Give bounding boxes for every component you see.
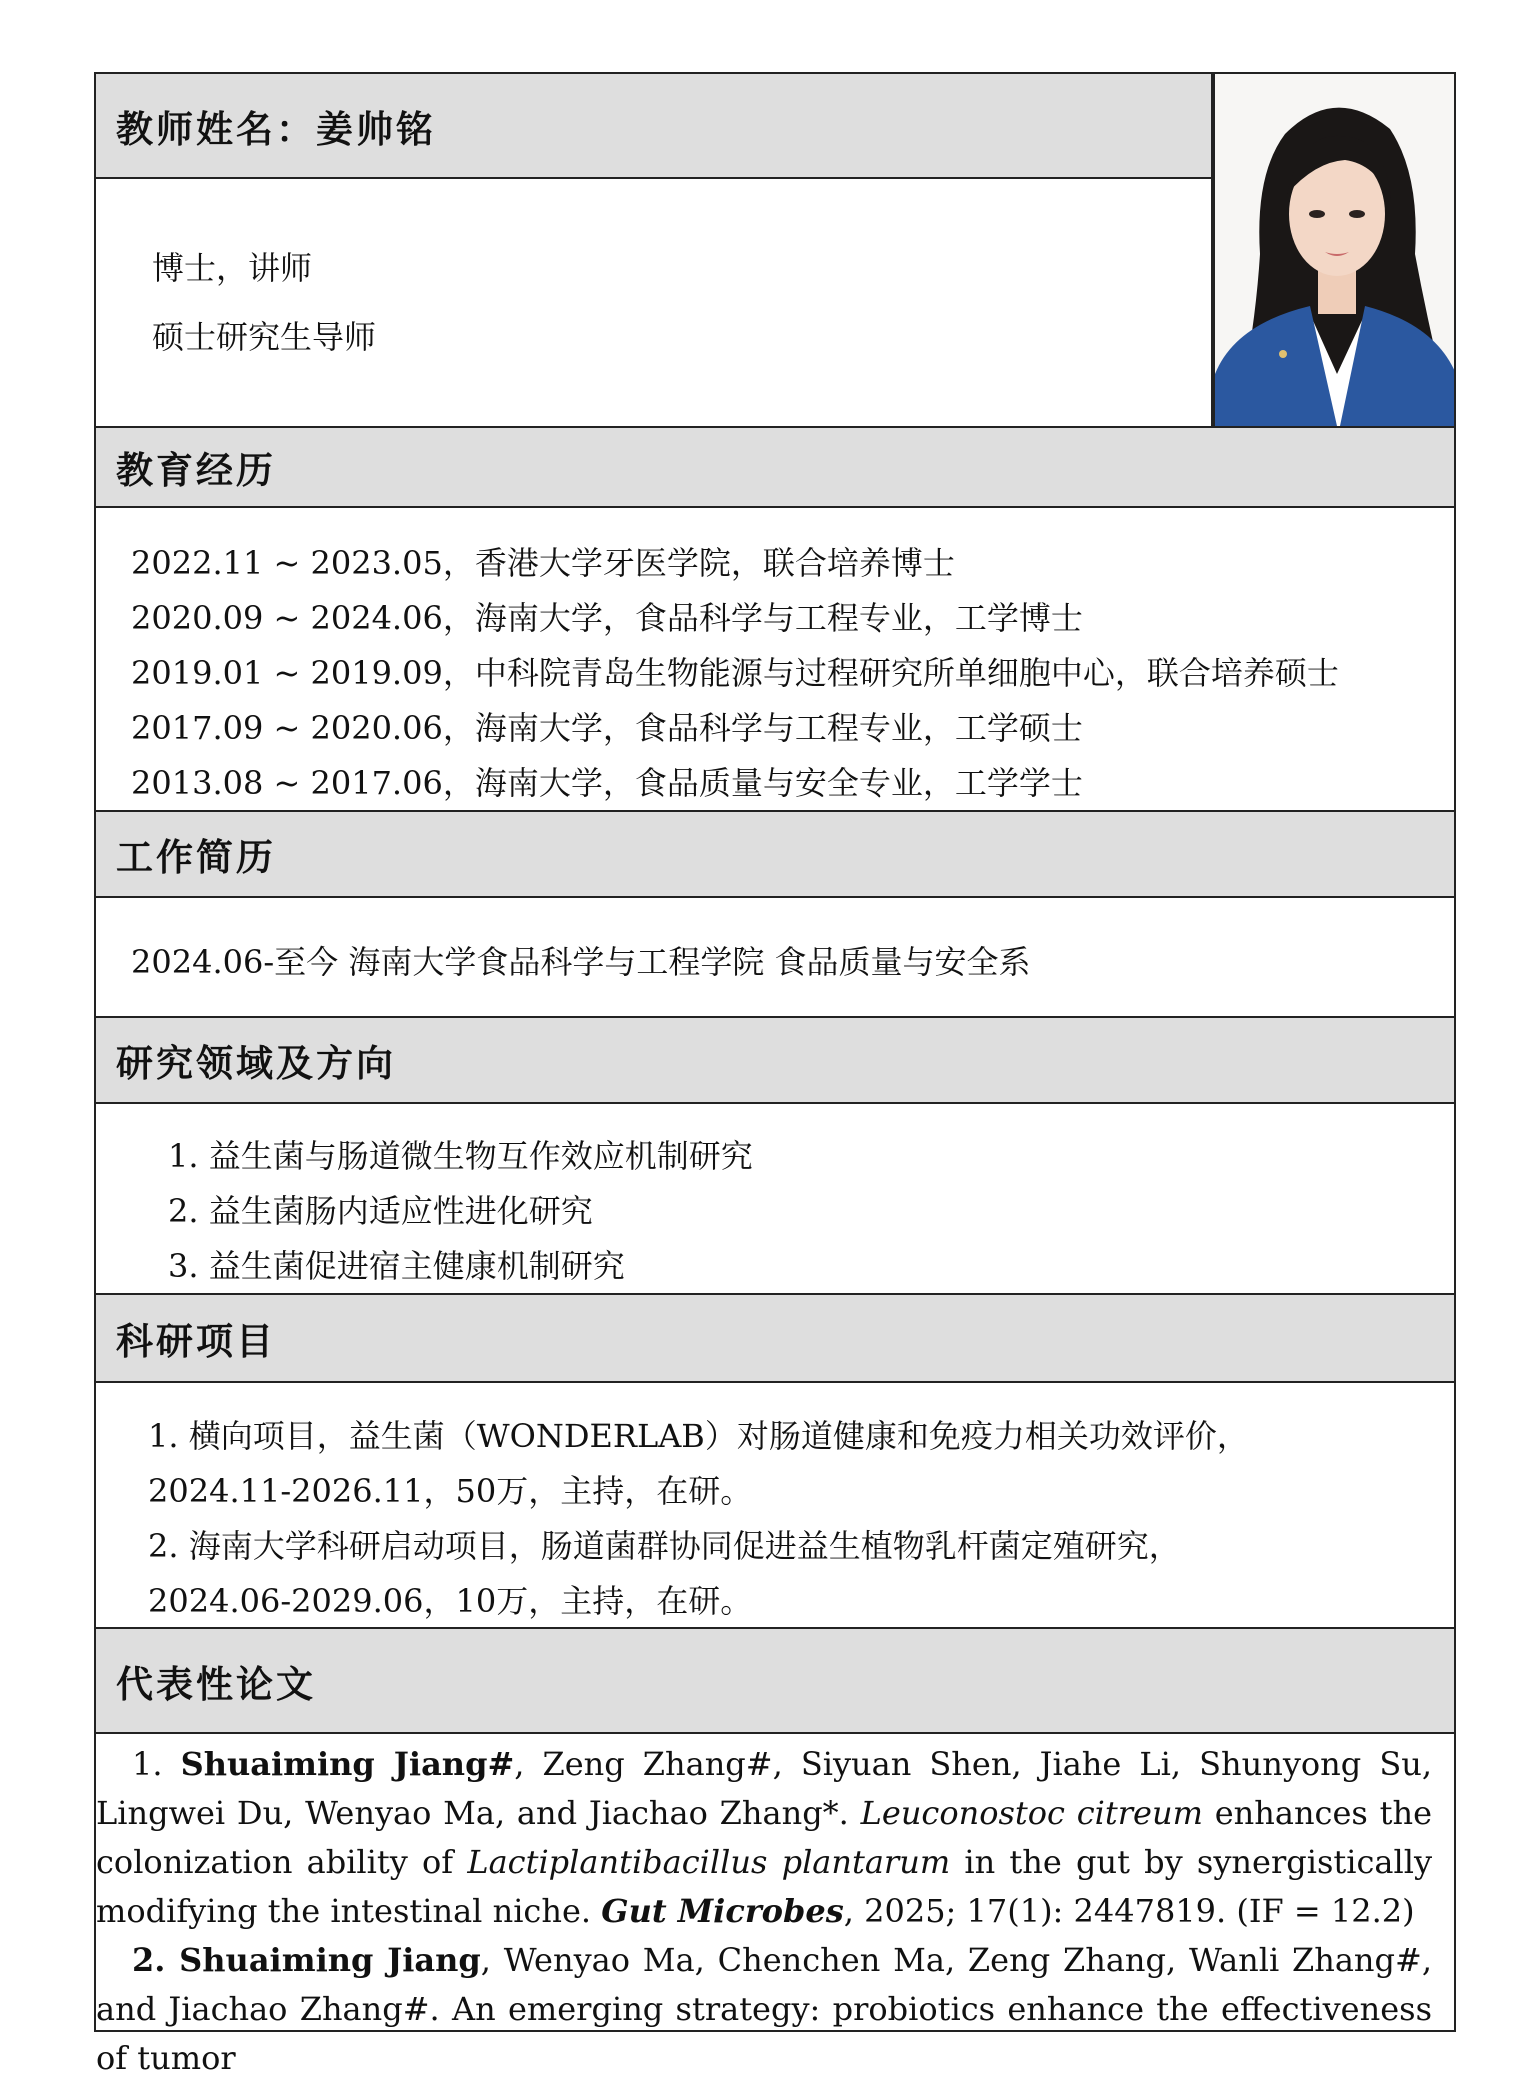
section-header-work — [96, 810, 1454, 898]
project-item: 2. 海南大学科研启动项目，肠道菌群协同促进益生植物乳杆菌定殖研究， — [148, 1527, 1181, 1565]
section-header-projects — [96, 1293, 1454, 1383]
section-header-research — [96, 1016, 1454, 1104]
paper-citation: , 2025; 17(1): 2447819. (IF = 12.2) — [843, 1892, 1415, 1930]
title-line-1: 博士，讲师 — [152, 249, 313, 287]
paper-authors: , Zeng Zhang#, Siyuan Shen, Jiahe Li, Shunyong Su, Lingwei Du, Wenyao Ma, and Jiachao Zhang*. — [96, 1745, 1433, 1832]
education-item: 2020.09 ~ 2024.06，海南大学，食品科学与工程专业，工学博士 — [131, 599, 1083, 637]
section-title: 工作简历 — [116, 835, 276, 879]
paper-species: Lactiplantibacillus plantarum — [467, 1843, 951, 1881]
project-item: 1. 横向项目，益生菌（WONDERLAB）对肠道健康和免疫力相关功效评价， — [148, 1417, 1249, 1455]
section-title: 研究领域及方向 — [116, 1041, 396, 1085]
name-label: 教师姓名： — [116, 106, 316, 151]
paper-1 — [96, 1740, 1432, 1936]
paper-text: enhances the colonization ability of — [96, 1794, 1433, 1881]
project-item: 2024.06-2029.06，10万，主持，在研。 — [148, 1582, 753, 1620]
education-item: 2017.09 ~ 2020.06，海南大学，食品科学与工程专业，工学硕士 — [131, 709, 1083, 747]
portrait-image — [1215, 74, 1454, 426]
paper-number: 2. — [132, 1941, 180, 1979]
teacher-name: 姜帅铭 — [316, 106, 436, 151]
section-title: 科研项目 — [116, 1319, 276, 1363]
paper-number: 1. — [132, 1745, 181, 1783]
paper-species: Leuconostoc citreum — [860, 1794, 1203, 1832]
paper-journal: Gut Microbes — [601, 1892, 844, 1930]
research-item: 3. 益生菌促进宿主健康机制研究 — [168, 1247, 625, 1285]
project-item: 2024.11-2026.11，50万，主持，在研。 — [148, 1472, 753, 1510]
name-header — [96, 74, 1213, 179]
profile-photo — [1213, 74, 1454, 426]
research-item: 2. 益生菌肠内适应性进化研究 — [168, 1192, 593, 1230]
education-item: 2013.08 ~ 2017.06，海南大学，食品质量与安全专业，工学学士 — [131, 764, 1083, 802]
paper-author-highlight: Shuaiming Jiang# — [180, 1745, 515, 1783]
papers-list — [96, 1740, 1432, 2083]
section-title: 代表性论文 — [116, 1661, 316, 1706]
education-item: 2022.11 ~ 2023.05，香港大学牙医学院，联合培养博士 — [131, 544, 955, 582]
research-item: 1. 益生菌与肠道微生物互作效应机制研究 — [168, 1137, 753, 1175]
work-item: 2024.06-至今 海南大学食品科学与工程学院 食品质量与安全系 — [131, 943, 1031, 981]
section-header-education — [96, 426, 1454, 508]
section-title: 教育经历 — [116, 448, 276, 492]
paper-text: in the gut by synergistically modifying the intestinal niche. — [96, 1843, 1433, 1930]
title-line-2: 硕士研究生导师 — [152, 318, 377, 356]
section-header-papers — [96, 1627, 1454, 1734]
paper-2 — [96, 1936, 1432, 2083]
paper-author-highlight: Shuaiming Jiang — [179, 1941, 481, 1979]
paper-text: , Wenyao Ma, Chenchen Ma, Zeng Zhang, Wanli Zhang#, and Jiachao Zhang#. An emerging strategy: probiotics enhance the effectiveness of tumor — [96, 1941, 1433, 2077]
education-item: 2019.01 ~ 2019.09，中科院青岛生物能源与过程研究所单细胞中心，联合培养硕士 — [131, 654, 1339, 692]
